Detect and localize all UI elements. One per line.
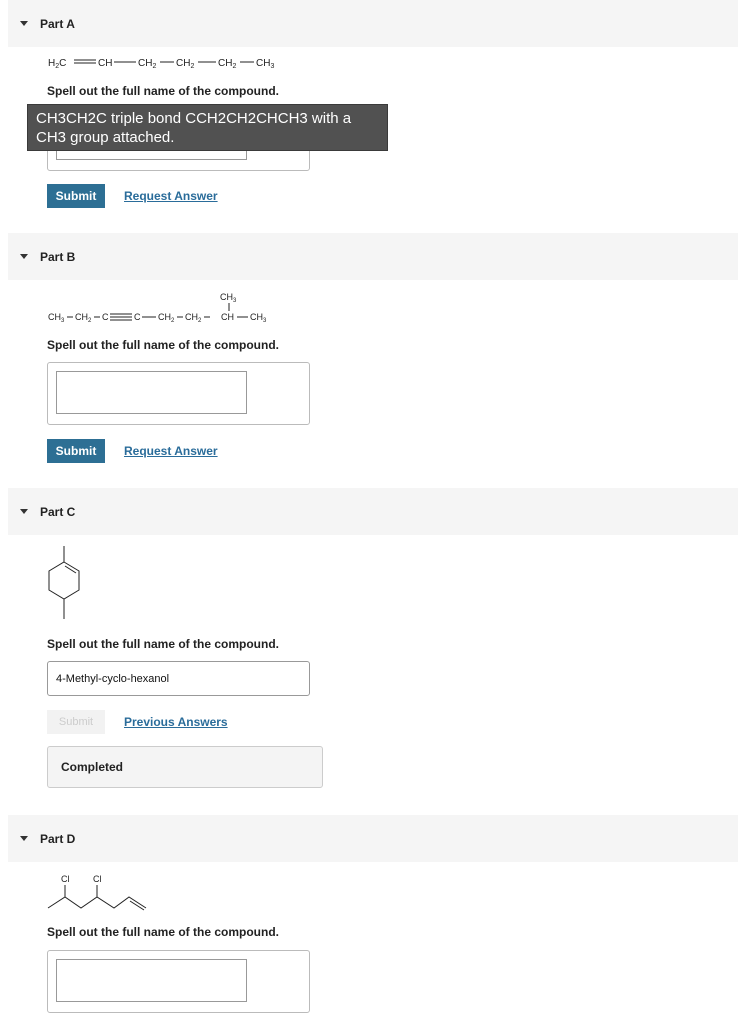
part-b-structure — [40, 288, 280, 326]
part-a-submit-button[interactable]: Submit — [47, 184, 105, 208]
svg-text:CH3: $CH_3$ — [220, 292, 237, 304]
part-b-answer-box — [47, 362, 310, 425]
part-a-prompt: Spell out the full name of the compound. — [47, 84, 279, 98]
part-c-header[interactable] — [8, 488, 738, 535]
svg-text:CH2: $CH_2$ — [176, 58, 195, 70]
svg-text:CH2: $CH_2$ — [218, 58, 237, 70]
part-a-header[interactable] — [8, 0, 738, 47]
part-title: Part A — [40, 16, 75, 31]
svg-text:CH2: $CH_2$ — [158, 312, 175, 324]
part-c-prompt: Spell out the full name of the compound. — [47, 637, 279, 651]
svg-text:H2C: $H_2C$ — [48, 58, 67, 70]
svg-text:CH3: $CH_3$ — [48, 312, 65, 324]
part-title: Part D — [40, 831, 76, 846]
part-a-request-answer-link[interactable]: Request Answer — [124, 189, 218, 203]
part-title: Part B — [40, 249, 76, 264]
svg-text:CH: CH — [98, 58, 113, 69]
part-d-cl-label: Cl — [93, 874, 102, 884]
part-b-answer-input[interactable] — [56, 371, 247, 414]
part-b-prompt: Spell out the full name of the compound. — [47, 338, 279, 352]
svg-text:CH3: $CH_3$ — [250, 312, 267, 324]
part-title: Part C — [40, 504, 76, 519]
part-c-answer-input[interactable]: 4-Methyl-cyclo-hexanol — [47, 661, 310, 696]
collapse-caret-icon[interactable] — [20, 836, 28, 841]
collapse-caret-icon[interactable] — [20, 509, 28, 514]
part-d-prompt: Spell out the full name of the compound. — [47, 925, 279, 939]
collapse-caret-icon[interactable] — [20, 254, 28, 259]
svg-text:CH2: $CH_2$ — [75, 312, 92, 324]
part-b-submit-button[interactable]: Submit — [47, 439, 105, 463]
svg-text:CH2: $CH_2$ — [138, 58, 157, 70]
part-a-structure — [40, 52, 280, 72]
alt-text-tooltip: CH3CH2C triple bond CCH2CH2CHCH3 with a CH3 group attached. — [27, 104, 388, 151]
part-d-answer-input[interactable] — [56, 959, 247, 1002]
svg-text:CH: CH — [221, 312, 234, 322]
part-d-answer-box — [47, 950, 310, 1013]
part-d-header[interactable] — [8, 815, 738, 862]
part-c-previous-answers-link[interactable]: Previous Answers — [124, 715, 228, 729]
part-b-request-answer-link[interactable]: Request Answer — [124, 444, 218, 458]
svg-text:C: C — [102, 312, 109, 322]
svg-text:CH3: $CH_3$ — [256, 58, 275, 70]
part-b-header[interactable] — [8, 233, 738, 280]
part-d-structure — [40, 870, 160, 918]
svg-text:C: C — [134, 312, 141, 322]
part-c-status-badge: Completed — [47, 746, 323, 788]
part-c-submit-button: Submit — [47, 710, 105, 734]
part-d-cl-label: Cl — [61, 874, 70, 884]
svg-text:CH2: $CH_2$ — [185, 312, 202, 324]
collapse-caret-icon[interactable] — [20, 21, 28, 26]
part-c-structure — [40, 542, 90, 624]
